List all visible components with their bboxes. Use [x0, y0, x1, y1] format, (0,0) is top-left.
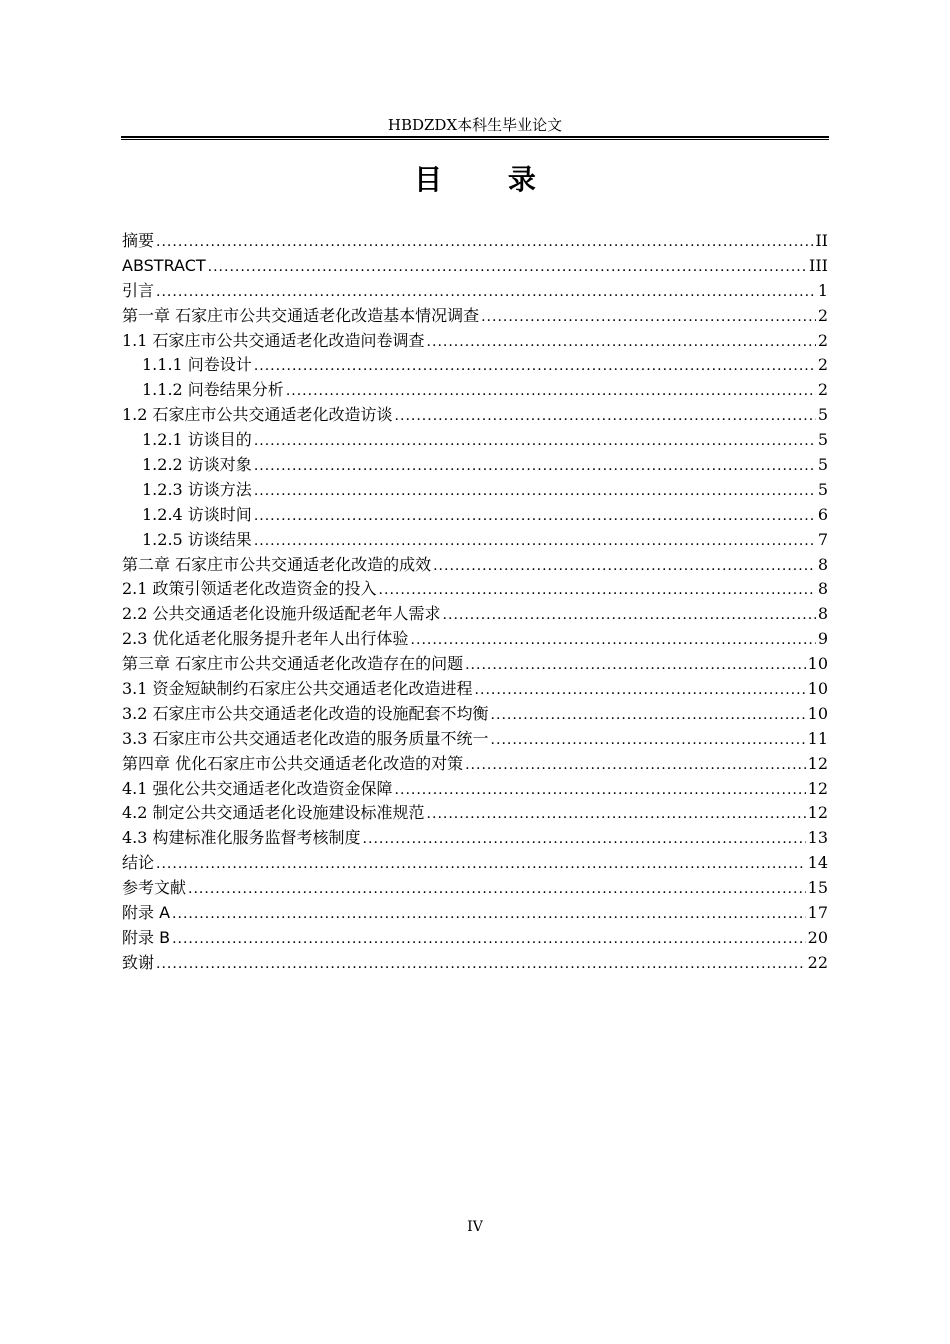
- toc-entry[interactable]: [122, 752, 828, 777]
- toc-entry-page: 2: [817, 355, 828, 375]
- toc-entry[interactable]: [122, 528, 828, 553]
- toc-entry[interactable]: [122, 503, 828, 528]
- toc-title: 目 录: [414, 163, 564, 196]
- toc-entry[interactable]: [122, 403, 828, 428]
- toc-entry-label: 3.2 石家庄市公共交通适老化改造的设施配套不均衡: [122, 703, 489, 723]
- toc-entry-label: 3.3 石家庄市公共交通适老化改造的服务质量不统一: [122, 728, 489, 748]
- running-header: HBDZDX本科生毕业论文: [387, 116, 563, 134]
- toc-entry-page: 22: [807, 952, 828, 972]
- toc-entry-page: 8: [817, 554, 828, 574]
- toc-entry[interactable]: [122, 304, 828, 329]
- dot-leader: [363, 827, 806, 852]
- dot-leader: [481, 305, 816, 330]
- toc-entry-label: 引言: [122, 280, 155, 300]
- toc-entry[interactable]: [122, 577, 828, 602]
- toc-entry[interactable]: [122, 553, 828, 578]
- dot-leader: [379, 578, 816, 603]
- toc-entry[interactable]: [122, 602, 828, 627]
- toc-entry-page: 15: [807, 878, 828, 898]
- toc-entry[interactable]: [122, 428, 828, 453]
- toc-entry-label: 1.2.4 访谈时间: [142, 504, 252, 524]
- toc-entry-page: 20: [807, 927, 828, 947]
- dot-leader: [411, 628, 816, 653]
- toc-entry-page: 2: [817, 330, 828, 350]
- toc-entry-label: 3.1 资金短缺制约石家庄公共交通适老化改造进程: [122, 679, 473, 699]
- toc-entry-label: 第一章 石家庄市公共交通适老化改造基本情况调查: [122, 305, 480, 325]
- toc-entry[interactable]: [122, 801, 828, 826]
- page-number: IV: [467, 1219, 483, 1235]
- toc-entry-page: 5: [817, 455, 828, 475]
- toc-entry[interactable]: [122, 652, 828, 677]
- toc-entry-page: 12: [807, 753, 828, 773]
- toc-entry-page: 12: [807, 778, 828, 798]
- dot-leader: [491, 703, 806, 728]
- dot-leader: [465, 653, 806, 678]
- dot-leader: [254, 429, 816, 454]
- toc-entry[interactable]: [122, 727, 828, 752]
- toc-entry-label: 结论: [122, 853, 155, 873]
- toc-entry-label: 4.1 强化公共交通适老化改造资金保障: [122, 778, 393, 798]
- toc-entry-label: 2.3 优化适老化服务提升老年人出行体验: [122, 629, 409, 649]
- toc-entry[interactable]: [122, 627, 828, 652]
- dot-leader: [286, 379, 816, 404]
- toc-entry[interactable]: [122, 702, 828, 727]
- toc-entry[interactable]: [122, 478, 828, 503]
- toc-entry-label: 参考文献: [122, 878, 187, 898]
- dot-leader: [156, 952, 806, 977]
- toc-entry-page: 2: [817, 305, 828, 325]
- toc-entry-page: 10: [807, 679, 828, 699]
- toc-entry[interactable]: [122, 777, 828, 802]
- toc-entry-page: 5: [817, 405, 828, 425]
- dot-leader: [172, 902, 806, 927]
- toc-entry-label: 1.2.5 访谈结果: [142, 529, 252, 549]
- toc-entry-page: 8: [817, 579, 828, 599]
- toc-entry-label: 摘要: [122, 231, 155, 250]
- toc-entry[interactable]: [122, 901, 828, 926]
- dot-leader: [254, 454, 816, 479]
- toc-entry-page: 13: [807, 828, 828, 848]
- toc-entry[interactable]: [122, 677, 828, 702]
- toc-entry-label: 附录 B: [122, 927, 171, 947]
- dot-leader: [427, 330, 816, 355]
- toc-entry-page: 1: [817, 280, 828, 300]
- toc-entry-label: 附录 A: [122, 903, 171, 923]
- toc-entry-page: 17: [807, 903, 828, 923]
- toc-entry-label: 1.2.1 访谈目的: [142, 430, 252, 450]
- toc-entry[interactable]: [122, 229, 828, 254]
- toc-entry-label: 2.2 公共交通适老化设施升级适配老年人需求: [122, 604, 441, 624]
- toc-entry[interactable]: [122, 951, 828, 976]
- toc-entry-page: 5: [817, 479, 828, 499]
- dot-leader: [156, 280, 816, 305]
- toc-entry-label: ABSTRACT: [122, 255, 206, 275]
- toc-entry-label: 1.2.2 访谈对象: [142, 455, 252, 475]
- toc-entry-page: 12: [807, 803, 828, 823]
- toc-entry-page: 11: [807, 728, 828, 748]
- dot-leader: [254, 479, 816, 504]
- toc-entry-page: 14: [807, 853, 828, 873]
- dot-leader: [491, 728, 806, 753]
- dot-leader: [188, 877, 806, 902]
- toc-entry-page: 9: [817, 629, 828, 649]
- toc-entry-page: 5: [817, 430, 828, 450]
- toc-entry[interactable]: [122, 378, 828, 403]
- toc-entry-label: 4.2 制定公共交通适老化设施建设标准规范: [122, 803, 425, 823]
- toc-entry-label: 1.2 石家庄市公共交通适老化改造访谈: [122, 405, 393, 425]
- header-rule: [121, 136, 829, 140]
- toc-entry-label: 第四章 优化石家庄市公共交通适老化改造的对策: [122, 753, 464, 773]
- toc-entry-page: II: [815, 231, 828, 250]
- toc-entry[interactable]: [122, 453, 828, 478]
- dot-leader: [254, 529, 816, 554]
- toc-entry-label: 1.1 石家庄市公共交通适老化改造问卷调查: [122, 330, 425, 350]
- toc-entry-page: 8: [817, 604, 828, 624]
- toc-entry-page: 10: [807, 703, 828, 723]
- toc-entry-label: 第三章 石家庄市公共交通适老化改造存在的问题: [122, 654, 464, 674]
- dot-leader: [465, 753, 806, 778]
- toc-entry-label: 第二章 石家庄市公共交通适老化改造的成效: [122, 554, 432, 574]
- toc-entry-page: 7: [817, 529, 828, 549]
- toc-entry[interactable]: [122, 329, 828, 354]
- dot-leader: [475, 678, 806, 703]
- dot-leader: [254, 504, 816, 529]
- dot-leader: [427, 802, 806, 827]
- toc-entry[interactable]: [122, 851, 828, 876]
- dot-leader: [254, 354, 816, 379]
- dot-leader: [156, 230, 813, 255]
- toc-entry-label: 1.1.2 问卷结果分析: [142, 380, 284, 400]
- toc-entry-page: 10: [807, 654, 828, 674]
- toc-entry-label: 1.1.1 问卷设计: [142, 355, 252, 375]
- toc-entry-label: 1.2.3 访谈方法: [142, 479, 252, 499]
- dot-leader: [208, 255, 807, 280]
- toc-entry[interactable]: [122, 254, 828, 279]
- toc-entry[interactable]: [122, 926, 828, 951]
- toc-entry-label: 致谢: [122, 952, 155, 972]
- toc-entry-page: III: [809, 255, 828, 275]
- toc-entry[interactable]: [122, 353, 828, 378]
- dot-leader: [395, 404, 816, 429]
- toc-entry-label: 4.3 构建标准化服务监督考核制度: [122, 828, 361, 848]
- toc-entry-label: 2.1 政策引领适老化改造资金的投入: [122, 579, 377, 599]
- dot-leader: [433, 554, 816, 579]
- table-of-contents: [122, 229, 828, 976]
- dot-leader: [395, 778, 806, 803]
- toc-entry[interactable]: [122, 876, 828, 901]
- dot-leader: [156, 852, 806, 877]
- toc-entry[interactable]: [122, 826, 828, 851]
- dot-leader: [172, 927, 806, 952]
- dot-leader: [443, 603, 816, 628]
- toc-entry-page: 6: [817, 504, 828, 524]
- toc-entry-page: 2: [817, 380, 828, 400]
- toc-entry[interactable]: [122, 279, 828, 304]
